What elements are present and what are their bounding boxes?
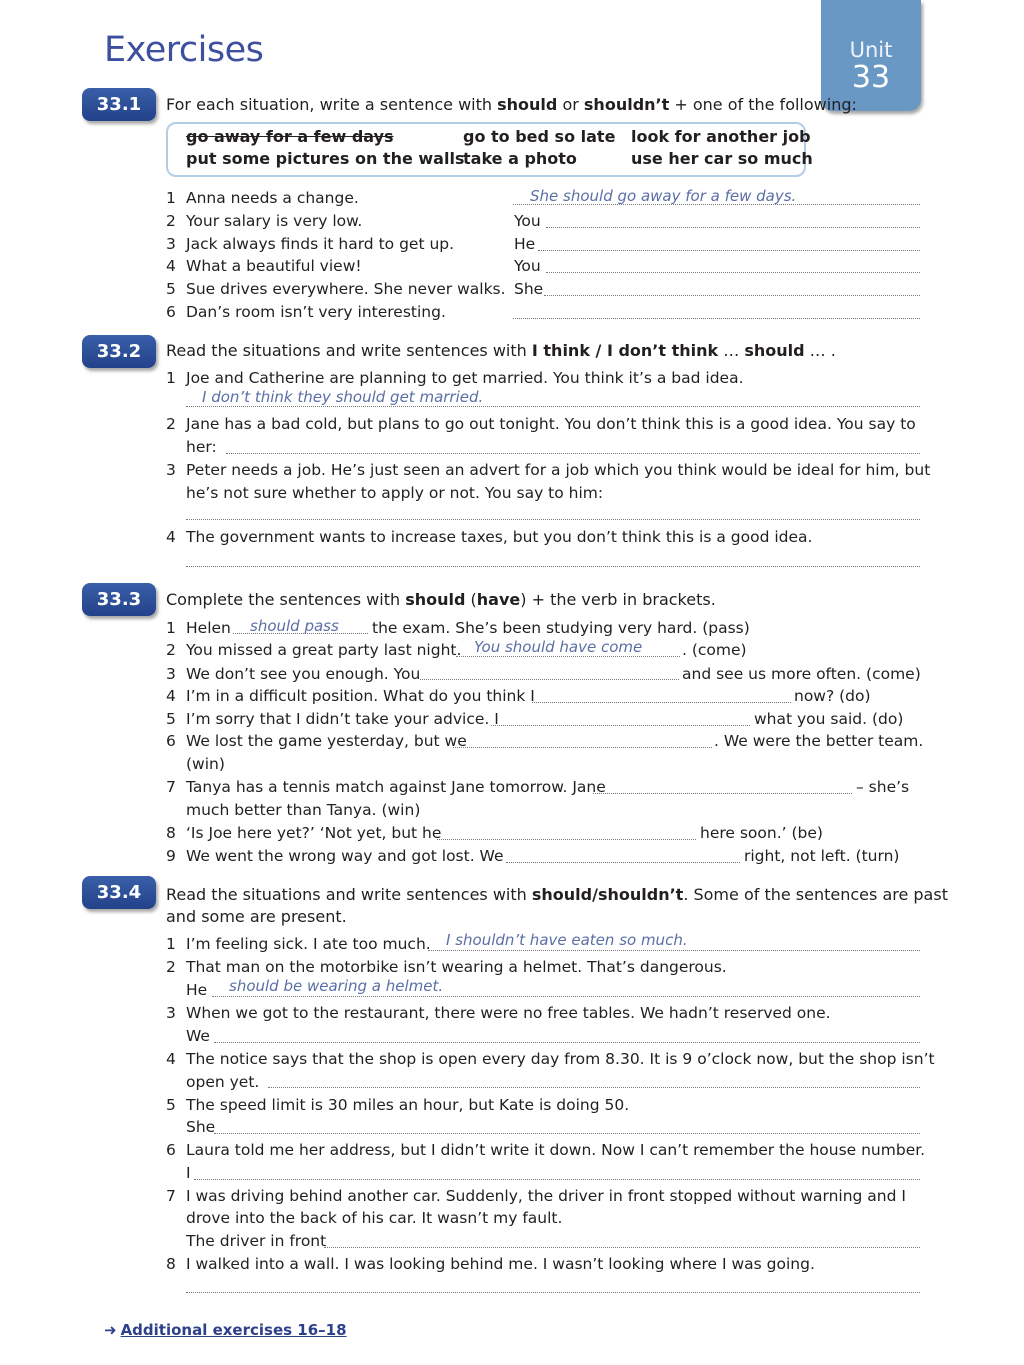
answer-line[interactable]	[456, 656, 680, 657]
answer-starter: He	[514, 235, 536, 253]
exercise-instruction: Complete the sentences with should (have) + the verb in brackets.	[166, 590, 716, 609]
item-text: I’m feeling sick. I ate too much.	[186, 935, 431, 953]
item-text: what you said. (do)	[754, 710, 904, 728]
item-number: 1	[166, 369, 176, 387]
answer-line[interactable]	[186, 406, 920, 407]
answer-line[interactable]	[546, 272, 920, 273]
exercise-instruction: and some are present.	[166, 907, 347, 926]
handwritten-answer: should pass	[250, 617, 339, 635]
item-number: 4	[166, 1050, 176, 1068]
item-text: the exam. She’s been studying very hard. (pass)	[372, 619, 750, 637]
phrase-option: put some pictures on the walls	[186, 149, 465, 168]
item-text: Anna needs a change.	[186, 189, 359, 207]
page-title: Exercises	[104, 30, 264, 70]
item-number: 5	[166, 1096, 176, 1114]
answer-starter: You	[514, 212, 541, 230]
item-number: 2	[166, 641, 176, 659]
item-text: Helen	[186, 619, 231, 637]
answer-line[interactable]	[506, 862, 740, 863]
answer-line[interactable]	[453, 747, 712, 748]
answer-line[interactable]	[593, 793, 852, 794]
item-number: 5	[166, 280, 176, 298]
exercise-instruction: For each situation, write a sentence with should or shouldn’t + one of the following:	[166, 95, 857, 114]
answer-line[interactable]	[214, 1133, 920, 1134]
item-number: 6	[166, 732, 176, 750]
answer-starter: I	[186, 1164, 191, 1182]
item-number: 1	[166, 189, 176, 207]
item-number: 3	[166, 461, 176, 479]
item-number: 2	[166, 415, 176, 433]
exercise-badge-33-3: 33.3	[82, 583, 156, 616]
answer-line[interactable]	[268, 1087, 920, 1088]
answer-starter: The driver in front	[186, 1232, 327, 1250]
item-text: right, not left. (turn)	[744, 847, 900, 865]
answer-line[interactable]	[186, 566, 920, 567]
answer-line[interactable]	[491, 725, 750, 726]
arrow-right-icon: ➜	[104, 1321, 117, 1339]
item-text: The notice says that the shop is open every day from 8.30. It is 9 o’clock now, but the shop isn’t	[186, 1050, 935, 1068]
item-text: Tanya has a tennis match against Jane tomorrow. Jane	[186, 778, 606, 796]
item-text: Laura told me her address, but I didn’t write it down. Now I can’t remember the house number.	[186, 1141, 926, 1159]
item-text: drove into the back of his car. It wasn’t my fault.	[186, 1209, 563, 1227]
answer-starter: You	[514, 257, 541, 275]
item-text: What a beautiful view!	[186, 257, 362, 275]
exercise-instruction: Read the situations and write sentences with should/shouldn’t. Some of the sentences are past	[166, 885, 948, 904]
handwritten-answer: I shouldn’t have eaten so much.	[446, 931, 688, 949]
item-text: Your salary is very low.	[186, 212, 363, 230]
answer-line[interactable]	[538, 250, 920, 251]
item-text: much better than Tanya. (win)	[186, 801, 421, 819]
answer-line[interactable]	[324, 1247, 920, 1248]
answer-line[interactable]	[186, 1292, 920, 1293]
item-text: here soon.’ (be)	[700, 824, 823, 842]
exercise-badge-33-2: 33.2	[82, 335, 156, 368]
item-number: 4	[166, 687, 176, 705]
exercise-instruction: Read the situations and write sentences with I think / I don’t think … should … .	[166, 341, 836, 360]
answer-line[interactable]	[544, 295, 920, 296]
exercise-badge-33-1: 33.1	[82, 88, 156, 121]
item-text: . (come)	[682, 641, 747, 659]
exercise-badge-33-4: 33.4	[82, 876, 156, 909]
item-text: her:	[186, 438, 217, 456]
answer-line[interactable]	[428, 950, 920, 951]
item-number: 6	[166, 303, 176, 321]
unit-number: 33	[851, 60, 891, 95]
handwritten-answer: You should have come	[474, 638, 643, 656]
item-text: When we got to the restaurant, there were no free tables. We hadn’t reserved one.	[186, 1004, 831, 1022]
item-number: 4	[166, 528, 176, 546]
item-number: 8	[166, 1255, 176, 1273]
answer-line[interactable]	[532, 702, 791, 703]
item-text: We don’t see you enough. You	[186, 665, 421, 683]
item-text: The government wants to increase taxes, but you don’t think this is a good idea.	[186, 528, 813, 546]
item-number: 1	[166, 935, 176, 953]
item-text: We lost the game yesterday, but we	[186, 732, 467, 750]
phrase-option: look for another job	[631, 127, 811, 146]
item-number: 2	[166, 958, 176, 976]
answer-line[interactable]	[186, 519, 920, 520]
item-text: The speed limit is 30 miles an hour, but Kate is doing 50.	[186, 1096, 630, 1114]
answer-line[interactable]	[546, 227, 920, 228]
item-number: 3	[166, 1004, 176, 1022]
item-text: That man on the motorbike isn’t wearing a helmet. That’s dangerous.	[186, 958, 727, 976]
item-text: Jack always finds it hard to get up.	[186, 235, 455, 253]
item-text: . We were the better team.	[714, 732, 924, 750]
item-text: Jane has a bad cold, but plans to go out tonight. You don’t think this is a good idea. You say to	[186, 415, 916, 433]
item-text: Dan’s room isn’t very interesting.	[186, 303, 446, 321]
item-number: 6	[166, 1141, 176, 1159]
answer-line[interactable]	[513, 318, 920, 319]
phrase-option: go away for a few days	[186, 127, 394, 146]
answer-line[interactable]	[212, 996, 920, 997]
item-number: 5	[166, 710, 176, 728]
item-text: I walked into a wall. I was looking behind me. I wasn’t looking where I was going.	[186, 1255, 815, 1273]
answer-starter: We	[186, 1027, 210, 1045]
item-text: You missed a great party last night.	[186, 641, 462, 659]
answer-line[interactable]	[437, 839, 696, 840]
item-number: 7	[166, 778, 176, 796]
answer-starter: He	[186, 981, 208, 999]
item-number: 3	[166, 235, 176, 253]
item-text: he’s not sure whether to apply or not. You say to him:	[186, 484, 604, 502]
answer-line[interactable]	[420, 679, 679, 680]
item-text: Sue drives everywhere. She never walks.	[186, 280, 506, 298]
additional-exercises-link[interactable]: ➜ Additional exercises 16–18	[104, 1321, 347, 1339]
item-number: 2	[166, 212, 176, 230]
item-text: Joe and Catherine are planning to get married. You think it’s a bad idea.	[186, 369, 744, 387]
item-number: 8	[166, 824, 176, 842]
phrase-option: use her car so much	[631, 149, 813, 168]
handwritten-answer: She should go away for a few days.	[530, 187, 797, 205]
phrase-option: go to bed so late	[463, 127, 616, 146]
item-number: 9	[166, 847, 176, 865]
item-text: ‘Is Joe here yet?’ ‘Not yet, but he	[186, 824, 442, 842]
answer-starter: She	[514, 280, 544, 298]
item-text: and see us more often. (come)	[682, 665, 921, 683]
item-text: (win)	[186, 755, 225, 773]
answer-starter: She	[186, 1118, 216, 1136]
answer-line[interactable]	[214, 1042, 920, 1043]
handwritten-answer: I don’t think they should get married.	[202, 388, 484, 406]
item-text: I’m in a difficult position. What do you think I	[186, 687, 535, 705]
item-number: 4	[166, 257, 176, 275]
item-text: now? (do)	[794, 687, 871, 705]
answer-line[interactable]	[226, 453, 920, 454]
item-number: 3	[166, 665, 176, 683]
item-text: open yet.	[186, 1073, 260, 1091]
handwritten-answer: should be wearing a helmet.	[229, 977, 444, 995]
item-text: I was driving behind another car. Suddenly, the driver in front stopped without warning and I	[186, 1187, 906, 1205]
phrase-option: take a photo	[463, 149, 577, 168]
item-number: 1	[166, 619, 176, 637]
item-text: Peter needs a job. He’s just seen an advert for a job which you think would be ideal for him, but	[186, 461, 931, 479]
answer-line[interactable]	[194, 1179, 920, 1180]
item-text: – she’s	[856, 778, 910, 796]
unit-label: Unit	[849, 38, 893, 62]
item-text: We went the wrong way and got lost. We	[186, 847, 504, 865]
item-number: 7	[166, 1187, 176, 1205]
item-text: I’m sorry that I didn’t take your advice. I	[186, 710, 499, 728]
